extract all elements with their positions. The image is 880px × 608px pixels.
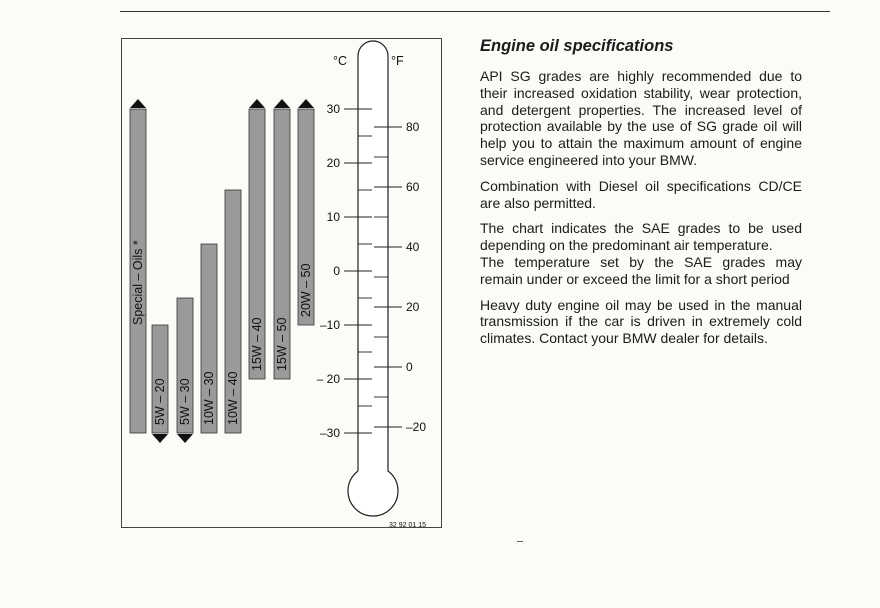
arrow-up-icon: [249, 99, 265, 108]
oil-grade-label: 15W – 40: [250, 317, 264, 371]
celsius-unit-label: °C: [333, 54, 348, 68]
oil-grade-label: 20W – 50: [299, 263, 313, 317]
top-rule: [120, 11, 830, 12]
oil-grade-label: 5W – 30: [178, 378, 192, 425]
figure-code: 32 92 01 15: [389, 522, 426, 527]
paragraph-api-sg: API SG grades are highly recommended due to their increased oxidation stability, wear protection, and detergent properties. The increased level of protection available by the use of SG grade oil will help you to attain the maximum amount of engine service engineered into your BMW.: [480, 68, 802, 168]
oil-viscosity-chart: [121, 38, 442, 528]
arrow-down-icon: [152, 434, 168, 443]
fahrenheit-tick-label: –20: [406, 420, 427, 434]
celsius-tick-label: 10: [326, 210, 340, 224]
thermometer-icon: [348, 41, 398, 516]
section-heading: Engine oil specifications: [480, 37, 674, 55]
fahrenheit-tick-label: 80: [406, 120, 420, 134]
oil-grade-label: 5W – 20: [153, 378, 167, 425]
fahrenheit-tick-label: 20: [406, 300, 420, 314]
scan-smudge: [517, 541, 523, 542]
arrow-down-icon: [177, 434, 193, 443]
celsius-tick-label: 30: [326, 102, 340, 116]
arrow-up-icon: [130, 99, 146, 108]
arrow-up-icon: [274, 99, 290, 108]
oil-grade-label: 15W – 50: [275, 317, 289, 371]
paragraph-heavy-duty: Heavy duty engine oil may be used in the manual transmission if the car is driven in extremely cold climates. Contact your BMW dealer for details.: [480, 296, 802, 347]
chart-svg: [122, 39, 441, 527]
celsius-tick-label: –30: [319, 426, 340, 440]
oil-grade-label: Special – Oils *: [131, 240, 145, 325]
oil-grade-label: 10W – 30: [202, 371, 216, 425]
celsius-tick-label: 0: [333, 264, 340, 278]
oil-grade-label: 10W – 40: [226, 371, 240, 425]
paragraph-limit: The temperature set by the SAE grades may remain under or exceed the limit for a short period: [480, 253, 802, 287]
paragraph-diesel: Combination with Diesel oil specifications CD/CE are also permitted.: [480, 177, 802, 211]
arrow-up-icon: [298, 99, 314, 108]
celsius-tick-label: –10: [319, 318, 340, 332]
fahrenheit-tick-label: 40: [406, 240, 420, 254]
fahrenheit-tick-label: 0: [406, 360, 413, 374]
text-column: [480, 36, 802, 356]
fahrenheit-unit-label: °F: [391, 54, 404, 68]
paragraph-chart-note: The chart indicates the SAE grades to be used depending on the predominant air temperature.: [480, 220, 802, 254]
fahrenheit-tick-label: 60: [406, 180, 420, 194]
celsius-tick-label: – 20: [316, 372, 340, 386]
celsius-tick-label: 20: [326, 156, 340, 170]
